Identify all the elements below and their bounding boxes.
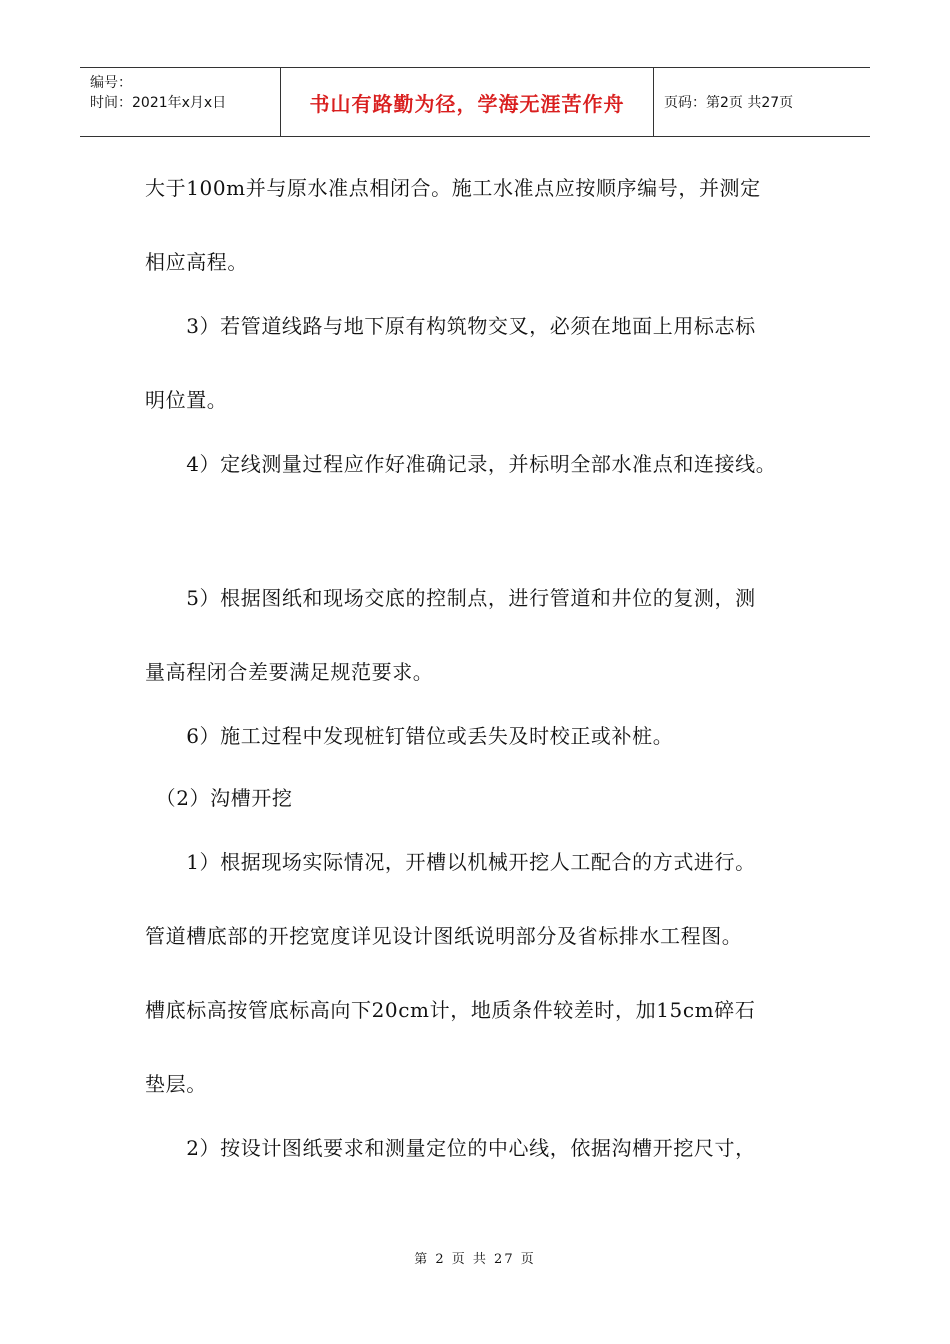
body-line: 量高程闭合差要满足规范要求。 xyxy=(145,660,434,684)
body-line: 6）施工过程中发现桩钉错位或丢失及时校正或补桩。 xyxy=(145,724,674,748)
header-page-cell xyxy=(654,68,870,136)
body-line: 4）定线测量过程应作好准确记录，并标明全部水准点和连接线。 xyxy=(145,452,777,476)
page-footer: 第 2 页 共 27 页 xyxy=(414,1252,536,1267)
body-line: 2）按设计图纸要求和测量定位的中心线，依据沟槽开挖尺寸， xyxy=(145,1136,756,1160)
page-header xyxy=(80,67,870,137)
header-motto-cell xyxy=(281,68,654,136)
body-line: 槽底标高按管底标高向下20cm计，地质条件较差时，加15cm碎石 xyxy=(145,998,756,1022)
body-line: 相应高程。 xyxy=(145,250,248,274)
document-time-label: 时间：2021年x月x日 xyxy=(90,95,227,111)
body-line: 大于100m并与原水准点相闭合。施工水准点应按顺序编号，并测定 xyxy=(145,176,761,200)
body-line: 1）根据现场实际情况，开槽以机械开挖人工配合的方式进行。 xyxy=(145,850,756,874)
body-line: 管道槽底部的开挖宽度详见设计图纸说明部分及省标排水工程图。 xyxy=(145,924,743,948)
header-meta-cell xyxy=(80,68,281,136)
body-line: 明位置。 xyxy=(145,388,228,412)
body-line: 5）根据图纸和现场交底的控制点，进行管道和井位的复测，测 xyxy=(145,586,756,610)
body-line: 3）若管道线路与地下原有构筑物交叉，必须在地面上用标志标 xyxy=(145,314,756,338)
section-heading: （2）沟槽开挖 xyxy=(145,786,293,810)
header-motto: 书山有路勤为径，学海无涯苦作舟 xyxy=(309,91,625,116)
header-page-info: 页码：第2页 共27页 xyxy=(664,95,794,111)
body-line: 垫层。 xyxy=(145,1072,207,1096)
document-number-label: 编号： xyxy=(90,75,132,91)
